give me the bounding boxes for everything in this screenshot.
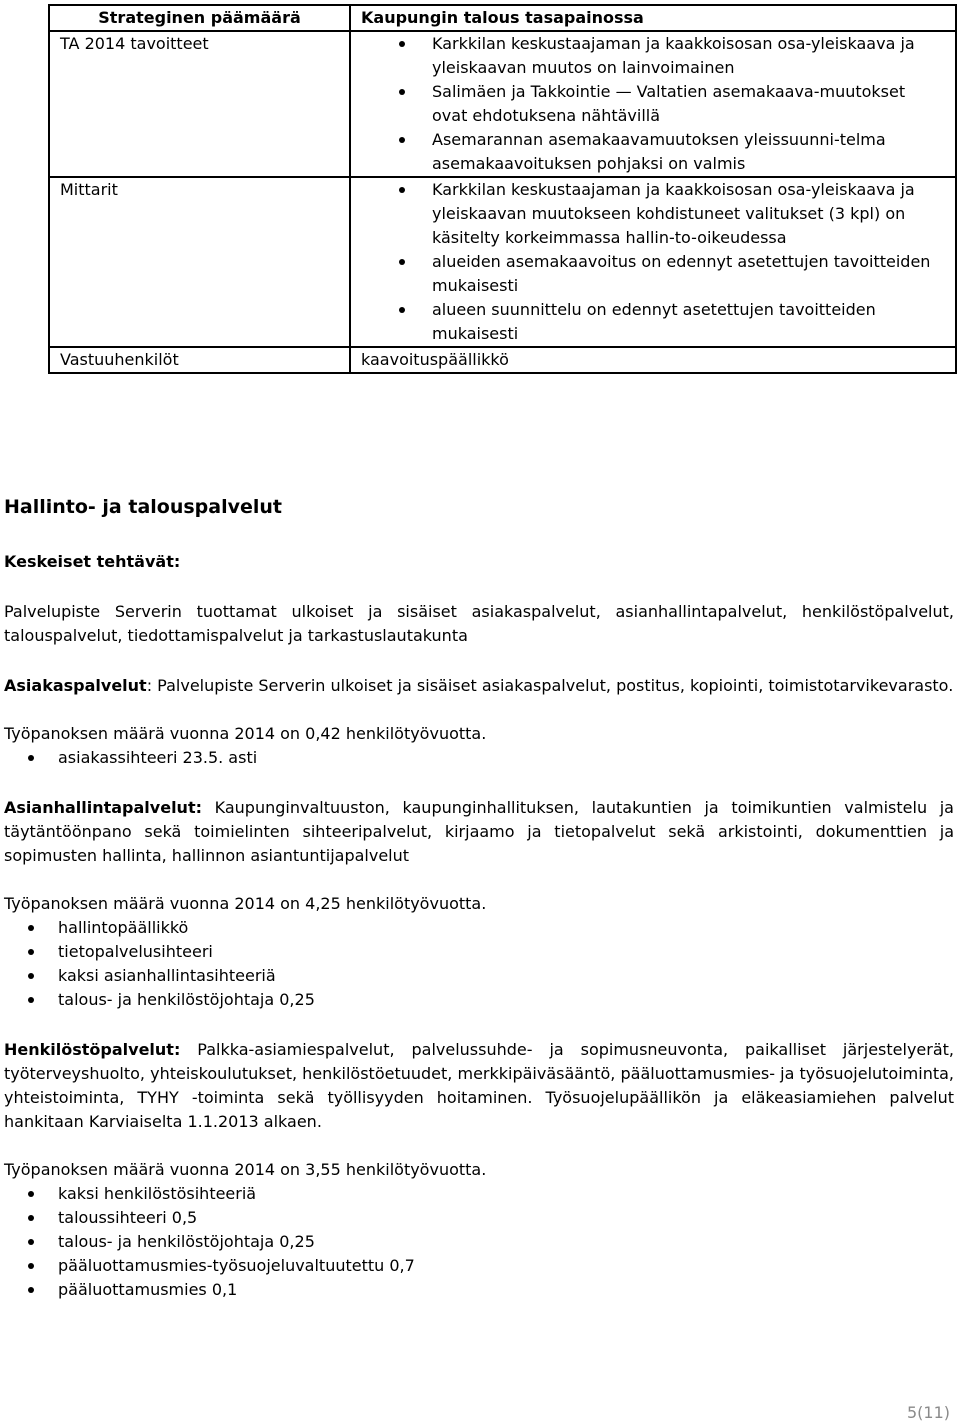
list-item: tietopalvelusihteeri — [4, 940, 954, 964]
block-sep: : — [146, 676, 158, 695]
workload-line: Työpanoksen määrä vuonna 2014 on 3,55 henkilötyövuotta. — [4, 1160, 487, 1179]
page-number: 5(11) — [906, 1403, 950, 1422]
strategic-goal-label: Strateginen päämäärä — [49, 5, 350, 31]
table-row-metrics — [49, 177, 956, 347]
metrics-cell — [350, 177, 956, 347]
strategy-goal-table — [48, 4, 957, 374]
metrics-list — [361, 178, 945, 346]
list-item: Karkkilan keskustaajaman ja kaakkoisosan osa-yleiskaava ja yleiskaavan muutokseen kohdistuneet valitukset (3 kpl) on käsitelty korkeimmassa hallin-to-oikeudessa — [361, 178, 945, 250]
block-label: Asiakaspalvelut — [4, 676, 147, 695]
row-label-goals: TA 2014 tavoitteet — [49, 31, 350, 177]
block-sep — [180, 1040, 197, 1059]
block-label: Henkilöstöpalvelut: — [4, 1040, 181, 1059]
list-item: kaksi asianhallintasihteeriä — [4, 964, 954, 988]
table-row-goals — [49, 31, 956, 177]
block-text: Palkka-asiamiespalvelut, palvelussuhde- ja sopimusneuvonta, paikalliset järjestelyerät, työterveyshuolto, yhteiskoulutukset, henkilöstöetuudet, merkkipäiväsääntö, pääluottamusmies- ja työsuojelutoiminta, yhteistoiminta, TYHY -toiminta sekä työllisyyden hoitaminen. Työsuojelupäällikön ja eläkeasiamiehen palvelut hankitaan Karviaiselta 1.1.2013 alkaen. — [4, 1040, 955, 1131]
workload-line: Työpanoksen määrä vuonna 2014 on 4,25 henkilötyövuotta. — [4, 894, 487, 913]
tasks-heading: Keskeiset tehtävät: — [4, 552, 181, 571]
block-label: Asianhallintapalvelut: — [4, 798, 202, 817]
staff-list — [4, 916, 954, 1012]
list-item: asiakassihteeri 23.5. asti — [4, 746, 954, 770]
block-text: Kaupunginvaltuuston, kaupunginhallituksen, lautakuntien ja toimikuntien valmistelu ja täytäntöönpano sekä toimielinten sihteeripalvelut, kirjaamo ja tietopalvelut sekä arkistointi, dokumenttien ja sopimusten hallinta, hallinnon asiantuntijapalvelut — [4, 798, 954, 865]
staff-list — [4, 1182, 954, 1302]
goals-cell — [350, 31, 956, 177]
table-header-row — [49, 5, 956, 31]
table-row-responsible — [49, 347, 956, 373]
list-item: kaksi henkilöstösihteeriä — [4, 1182, 954, 1206]
list-item: pääluottamusmies 0,1 — [4, 1278, 954, 1302]
list-item: taloussihteeri 0,5 — [4, 1206, 954, 1230]
list-item: talous- ja henkilöstöjohtaja 0,25 — [4, 1230, 954, 1254]
hr-services-paragraph — [4, 1038, 954, 1134]
list-item: Asemarannan asemakaavamuutoksen yleissuunni-telma asemakaavoituksen pohjaksi on valmis — [361, 128, 945, 176]
customer-services-paragraph — [4, 674, 954, 698]
list-item: Salimäen ja Takkointie — Valtatien asemakaava-muutokset ovat ehdotuksena nähtävillä — [361, 80, 945, 128]
list-item: talous- ja henkilöstöjohtaja 0,25 — [4, 988, 954, 1012]
responsible-label: Vastuuhenkilöt — [49, 347, 350, 373]
row-label-metrics: Mittarit — [49, 177, 350, 347]
list-item: alueen suunnittelu on edennyt asetettujen tavoitteiden mukaisesti — [361, 298, 945, 346]
intro-paragraph: Palvelupiste Serverin tuottamat ulkoiset ja sisäiset asiakaspalvelut, asianhallintapalvelut, henkilöstöpalvelut, talouspalvelut, tiedottamispalvelut ja tarkastuslautakunta — [4, 602, 954, 645]
block-text: Palvelupiste Serverin ulkoiset ja sisäiset asiakaspalvelut, postitus, kopiointi, toimistotarvikevarasto. — [157, 676, 954, 695]
list-item: pääluottamusmies-työsuojeluvaltuutettu 0,7 — [4, 1254, 954, 1278]
strategic-goal-value: Kaupungin talous tasapainossa — [350, 5, 956, 31]
list-item: Karkkilan keskustaajaman ja kaakkoisosan osa-yleiskaava ja yleiskaavan muutos on lainvoimainen — [361, 32, 945, 80]
section-content — [4, 494, 954, 1302]
list-item: hallintopäällikkö — [4, 916, 954, 940]
records-services-paragraph — [4, 796, 954, 868]
goals-list — [361, 32, 945, 176]
workload-line: Työpanoksen määrä vuonna 2014 on 0,42 henkilötyövuotta. — [4, 724, 487, 743]
block-sep — [202, 798, 215, 817]
responsible-value: kaavoituspäällikkö — [350, 347, 956, 373]
section-title: Hallinto- ja talouspalvelut — [4, 496, 283, 518]
list-item: alueiden asemakaavoitus on edennyt asetettujen tavoitteiden mukaisesti — [361, 250, 945, 298]
staff-list — [4, 746, 954, 770]
